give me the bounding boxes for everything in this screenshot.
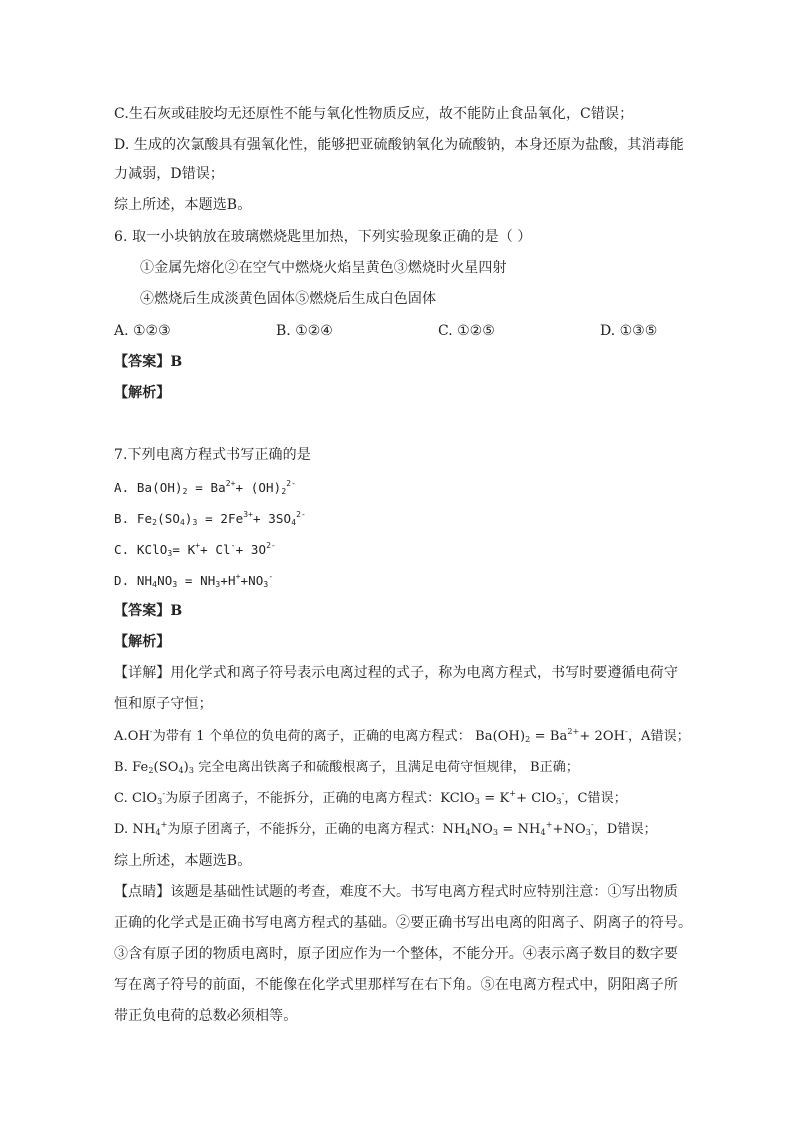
- question-7-detail-line2: 恒和原子守恒；: [114, 696, 213, 712]
- question-7-explain-c: C. ClO$_3$-为原子团离子，不能拆分，正确的电离方程式：KClO$_3$ = K++ ClO$_3$-，C错误；: [114, 789, 627, 806]
- question-7-stem: 7.下列电离方程式书写正确的是: [114, 447, 311, 463]
- question-7-option-d: D. $NH_4NO_3 = NH_3+H^++NO_3^-$: [114, 572, 274, 589]
- question-6-option-b: B. ①②④: [276, 323, 333, 339]
- question-7-explain-b: B. $Fe_2(SO_4)_3$ 完全电离出铁离子和硫酸根离子，且满足电荷守恒规律， B正确；: [114, 760, 579, 775]
- question-7-summary: 综上所述，本题选B。: [114, 853, 252, 869]
- question-6-analysis-label: 【解析】: [114, 385, 171, 401]
- tip-line3: ③含有原子团的物质电离时，原子团应作为一个整体，不能分开。④表示离子数目的数字要: [114, 946, 678, 962]
- question-6-option-c: C. ①②⑤: [438, 323, 495, 339]
- tip-line1: 【点睛】该题是基础性试题的考查，难度不大。书写电离方程式时应特别注意：①写出物质: [114, 884, 678, 900]
- question-6-answer: 【答案】B: [114, 354, 183, 370]
- tip-line2: 正确的化学式是正确书写电离方程式的基础。②要正确书写出电离的阳离子、阴离子的符号。: [114, 915, 693, 931]
- option-d-explanation-line2: 力减弱，D错误；: [114, 166, 225, 182]
- question-6-stem: 6. 取一小块钠放在玻璃燃烧匙里加热，下列实验现象正确的是（ ）: [114, 229, 532, 245]
- question-7-explain-a: A.OH-为带有 1 个单位的负电荷的离子，正确的电离方程式： $Ba(OH)_2 = Ba^{2+}+ 2OH^-$，A错误；: [114, 727, 690, 744]
- question-7-option-c: C. KClO$_3$= $K^++ Cl^-+ 3O^{2-}$: [114, 541, 276, 558]
- question-7-analysis-label: 【解析】: [114, 634, 171, 650]
- option-d-explanation-line1: D. 生成的次氯酸具有强氧化性，能够把亚硫酸钠氧化为硫酸钠，本身还原为盐酸，其消毒能: [114, 137, 684, 153]
- question-7-option-a: A. $Ba(OH)_2 = Ba^{2+}+ (OH)_2^{2-}$: [114, 479, 297, 496]
- summary-text: 综上所述，本题选B。: [114, 197, 252, 213]
- question-7-option-b: B. $Fe_2(SO_4)_3 = 2Fe^{3+}+ 3SO_4^{2-}$: [114, 510, 306, 527]
- question-6-items-line2: ④燃烧后生成淡黄色固体⑤燃烧后生成白色固体: [140, 291, 437, 307]
- question-6-option-d: D. ①③⑤: [600, 323, 658, 339]
- question-7-explain-d: D. $NH_4^+$为原子团离子，不能拆分，正确的电离方程式：$NH_4NO_3 = NH_4^++NO_3^-$，D错误；: [114, 820, 657, 837]
- tip-line4: 写在离子符号的前面，不能像在化学式里那样写在右下角。⑤在电离方程式中，阴阳离子所: [114, 977, 678, 993]
- tip-line5: 带正负电荷的总数必须相等。: [114, 1008, 298, 1024]
- question-6-items-line1: ①金属先熔化②在空气中燃烧火焰呈黄色③燃烧时火星四射: [140, 260, 507, 276]
- question-6-option-a: A. ①②③: [114, 323, 171, 339]
- question-7-answer: 【答案】B: [114, 603, 183, 619]
- question-7-detail-line1: 【详解】用化学式和离子符号表示电离过程的式子，称为电离方程式，书写时要遵循电荷守: [114, 665, 678, 681]
- option-c-explanation: C.生石灰或硅胶均无还原性不能与氧化性物质反应，故不能防止食品氧化，C错误；: [114, 106, 634, 122]
